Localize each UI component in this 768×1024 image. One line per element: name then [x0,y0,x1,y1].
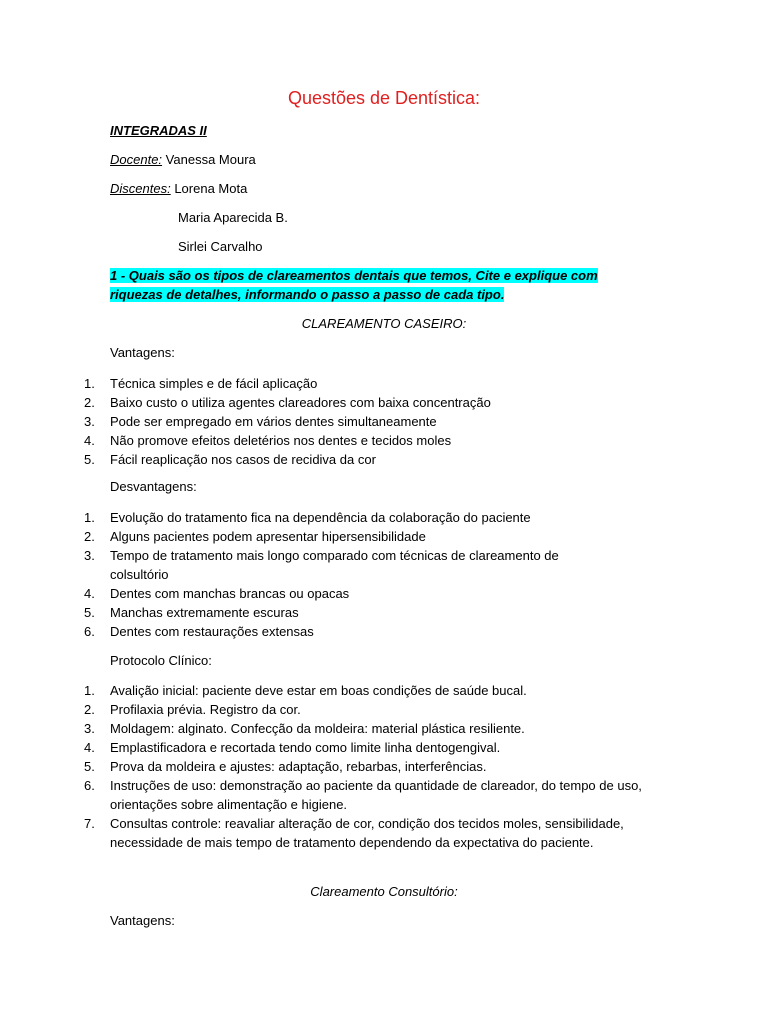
students-label: Discentes: [110,181,171,196]
question-line-2: riquezas de detalhes, informando o passo a passo de cada tipo. [110,287,505,302]
list-item: 4. Não promove efeitos deletérios nos dentes e tecidos moles [84,433,452,448]
list-item: 4. Emplastificadora e recortada tendo como limite linha dentogengival. [84,740,501,755]
advantages-label: Vantagens: [110,345,175,360]
list-item: 2. Alguns pacientes podem apresentar hipersensibilidade [84,529,426,544]
disadvantages-label: Desvantagens: [110,479,197,494]
list-item: 1. Técnica simples e de fácil aplicação [84,376,318,391]
list-item: 6. Instruções de uso: demonstração ao paciente da quantidade de clareador, do tempo de uso, orientações sobre alimentação e higiene. [84,778,642,812]
list-item: 2. Profilaxia prévia. Registro da cor. [84,702,301,717]
student-name: Lorena Mota [174,181,248,196]
students-line [110,181,247,196]
advantages-list [84,374,664,469]
list-item: 1. Avalição inicial: paciente deve estar em boas condições de saúde bucal. [84,683,527,698]
course-name: INTEGRADAS II [110,123,207,138]
list-item: 3. Pode ser empregado em vários dentes simultaneamente [84,414,437,429]
page-title: Questões de Dentística: [287,88,481,108]
list-item: 2. Baixo custo o utiliza agentes clareadores com baixa concentração [84,395,491,410]
list-item: 5. Manchas extremamente escuras [84,605,299,620]
advantages-label: Vantagens: [110,913,175,928]
question-highlight [110,266,630,304]
teacher-line [110,152,256,167]
section-heading: Clareamento Consultório: [310,884,458,899]
protocol-label: Protocolo Clínico: [110,653,212,668]
list-item: 3. Tempo de tratamento mais longo comparado com técnicas de clareamento de colsultório [84,548,559,582]
list-item: 4. Dentes com manchas brancas ou opacas [84,586,350,601]
question-line-1: 1 - Quais são os tipos de clareamentos dentais que temos, Cite e explique com [110,268,598,283]
list-item: 7. Consultas controle: reavaliar alteração de cor, condição dos tecidos moles, sensibilidade, necessidade de mais tempo de tratamento dependendo da expectativa do paciente. [84,816,624,850]
list-item: 3. Moldagem: alginato. Confecção da moldeira: material plástica resiliente. [84,721,525,736]
student-name: Sirlei Carvalho [178,239,263,254]
teacher-name: Vanessa Moura [165,152,256,167]
list-item: 6. Dentes com restaurações extensas [84,624,314,639]
list-item: 1. Evolução do tratamento fica na dependência da colaboração do paciente [84,510,531,525]
disadvantages-list [84,508,664,641]
protocol-list [84,681,664,852]
list-item: 5. Fácil reaplicação nos casos de recidiva da cor [84,452,376,467]
teacher-label: Docente: [110,152,163,167]
section-heading: CLAREAMENTO CASEIRO: [301,316,467,331]
list-item: 5. Prova da moldeira e ajustes: adaptação, rebarbas, interferências. [84,759,487,774]
student-name: Maria Aparecida B. [178,210,288,225]
